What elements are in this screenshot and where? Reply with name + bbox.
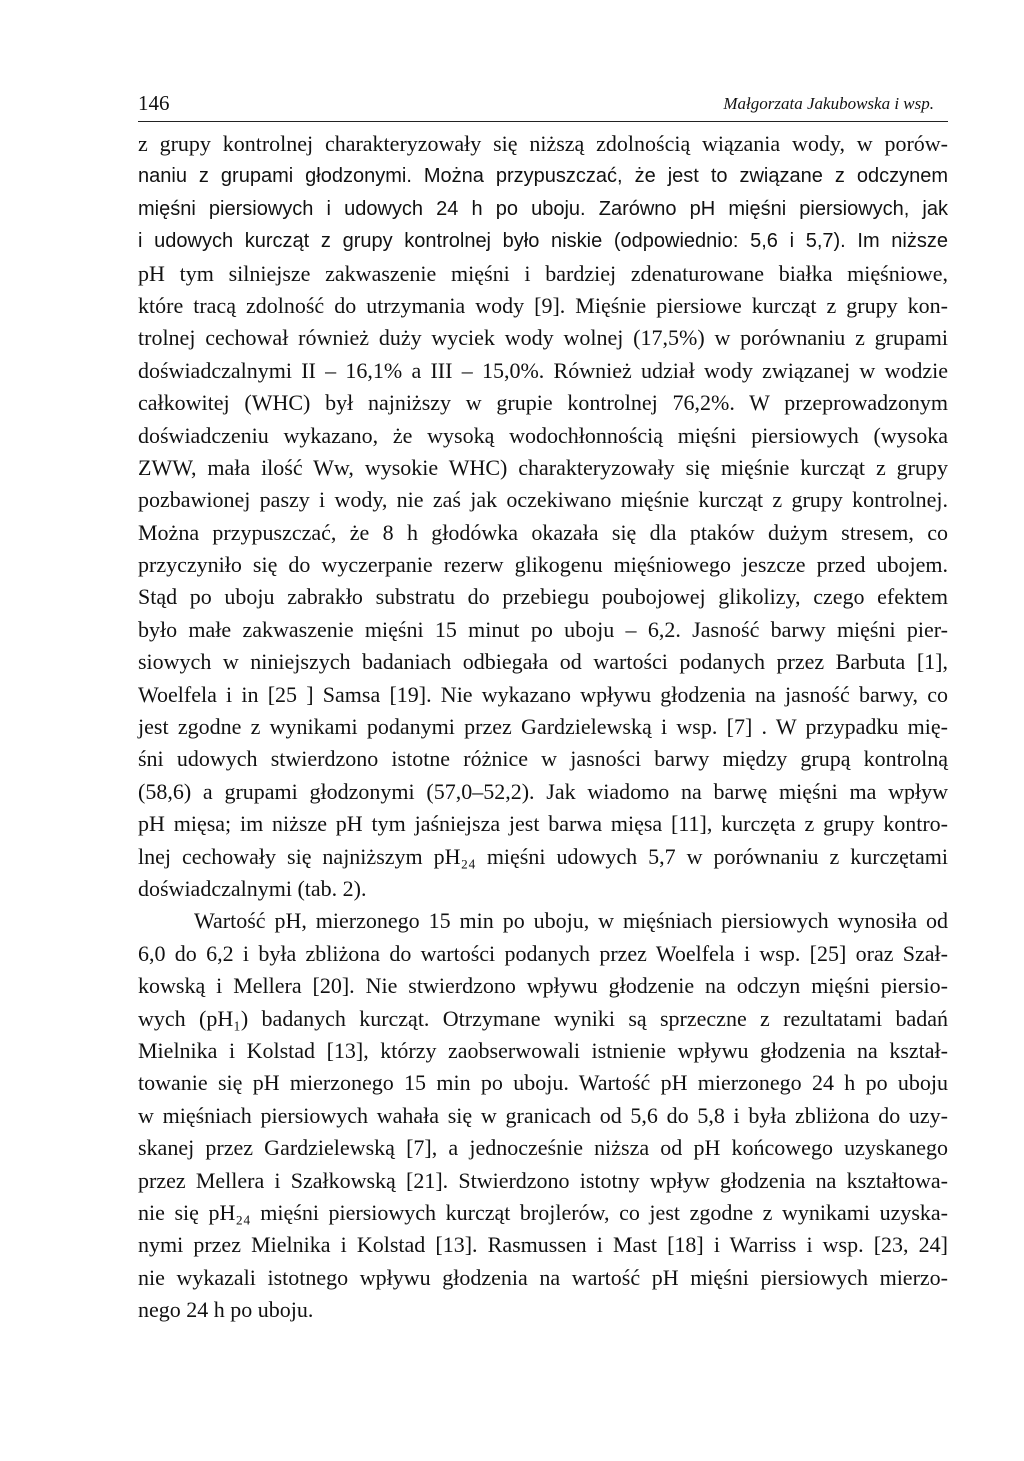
text-line: Mielnika i Kolstad [13], którzy zaobserwowali istnienie wpływu głodzenia na kształ- [138, 1037, 948, 1063]
text-line: doświadczalnymi (tab. 2). [138, 875, 367, 901]
paragraph-2 [138, 905, 948, 1326]
text-line: pH tym silniejsze zakwaszenie mięśni i bardziej zdenaturowane białka mięśniowe, [138, 260, 948, 286]
page-header [138, 88, 948, 118]
text-line: Wartość pH, mierzonego 15 min po uboju, w mięśniach piersiowych wynosiła od [194, 908, 948, 934]
text-line: mięśni piersiowych i udowych 24 h po uboju. Zarówno pH mięśni piersiowych, jak [138, 197, 948, 220]
text-line: skanej przez Gardzielewską [7], a jednocześnie niższa od pH końcowego uzyskanego [138, 1135, 948, 1161]
text-line: trolnej cechował również duży wyciek wody wolnej (17,5%) w porównaniu z grupami [138, 325, 948, 351]
text-line: nie się pH₂₄ mięśni piersiowych kurcząt brojlerów, co jest zgodne z wynikami uzyska- [138, 1199, 948, 1225]
text-line: towanie się pH mierzonego 15 min po uboju. Wartość pH mierzonego 24 h po uboju [138, 1070, 948, 1096]
text-line: doświadczeniu wykazano, że wysoką wodochłonnością mięśni piersiowych (wysoka [138, 422, 948, 448]
text-line: z grupy kontrolnej charakteryzowały się niższą zdolnością wiązania wody, w porów- [138, 131, 948, 156]
text-line: ZWW, mała ilość Ww, wysokie WHC) charakteryzowały się mięśnie kurcząt z grupy [138, 454, 948, 480]
page-number: 146 [138, 91, 170, 115]
text-line: pH mięsa; im niższe pH tym jaśniejsza jest barwa mięsa [11], kurczęta z grupy kontro- [138, 811, 948, 837]
text-line: w mięśniach piersiowych wahała się w granicach od 5,6 do 5,8 i była zbliżona do uzy- [138, 1102, 948, 1128]
text-line: lnej cechowały się najniższym pH₂₄ mięśni udowych 5,7 w porównaniu z kurczętami [138, 843, 948, 869]
running-head: Małgorzata Jakubowska i wsp. [723, 94, 934, 113]
text-line: całkowitej (WHC) był najniższy w grupie kontrolnej 76,2%. W przeprowadzonym [138, 390, 948, 416]
paragraph-1 [138, 128, 948, 905]
text-line: nie wykazali istotnego wpływu głodzenia na wartość pH mięśni piersiowych mierzo- [138, 1264, 948, 1290]
text-line: Woelfela i in [25 ] Samsa [19]. Nie wykazano wpływu głodzenia na jasność barwy, co [138, 681, 948, 707]
body-text [138, 128, 948, 1326]
text-line: naniu z grupami głodzonymi. Można przypuszczać, że jest to związane z odczynem [138, 165, 948, 188]
text-line: jest zgodne z wynikami podanymi przez Gardzielewską i wsp. [7] . W przypadku mię- [138, 714, 948, 740]
text-line: i udowych kurcząt z grupy kontrolnej było niskie (odpowiednio: 5,6 i 5,7). Im niższe [138, 230, 948, 253]
text-line: wych (pH₁) badanych kurcząt. Otrzymane wyniki są sprzeczne z rezultatami badań [138, 1005, 948, 1031]
text-line: nego 24 h po uboju. [138, 1297, 314, 1323]
text-line: przyczyniło się do wyczerpanie rezerw glikogenu mięśniowego jeszcze przed ubojem. [138, 552, 948, 578]
text-line: Stąd po uboju zabrakło substratu do przebiegu poubojowej glikolizy, czego efektem [138, 584, 948, 610]
text-line: doświadczalnymi II – 16,1% a III – 15,0%. Również udział wody związanej w wodzie [138, 357, 948, 383]
text-line: 6,0 do 6,2 i była zbliżona do wartości podanych przez Woelfela i wsp. [25] oraz Szał- [138, 940, 948, 966]
text-line: przez Mellera i Szałkowską [21]. Stwierdzono istotny wpływ głodzenia na kształtowa- [138, 1167, 948, 1193]
text-line: nymi przez Mielnika i Kolstad [13]. Rasmussen i Mast [18] i Warriss i wsp. [23, 24] [138, 1232, 948, 1258]
text-line: (58,6) a grupami głodzonymi (57,0–52,2). Jak wiadomo na barwę mięśni ma wpływ [138, 778, 948, 804]
text-line: kowską i Mellera [20]. Nie stwierdzono wpływu głodzenie na odczyn mięśni piersio- [138, 973, 948, 999]
text-line: Można przypuszczać, że 8 h głodówka okazała się dla ptaków dużym stresem, co [138, 519, 948, 545]
text-line: które tracą zdolność do utrzymania wody [9]. Mięśnie piersiowe kurcząt z grupy kon- [138, 292, 948, 318]
text-line: pozbawionej paszy i wody, nie zaś jak oczekiwano mięśnie kurcząt z grupy kontrolnej. [138, 487, 948, 513]
text-line: było małe zakwaszenie mięśni 15 minut po uboju – 6,2. Jasność barwy mięśni pier- [138, 616, 948, 642]
text-line: siowych w niniejszych badaniach odbiegała od wartości podanych przez Barbuta [1], [138, 649, 948, 675]
header-rule [138, 121, 948, 122]
text-line: śni udowych stwierdzono istotne różnice w jasności barwy między grupą kontrolną [138, 746, 948, 772]
